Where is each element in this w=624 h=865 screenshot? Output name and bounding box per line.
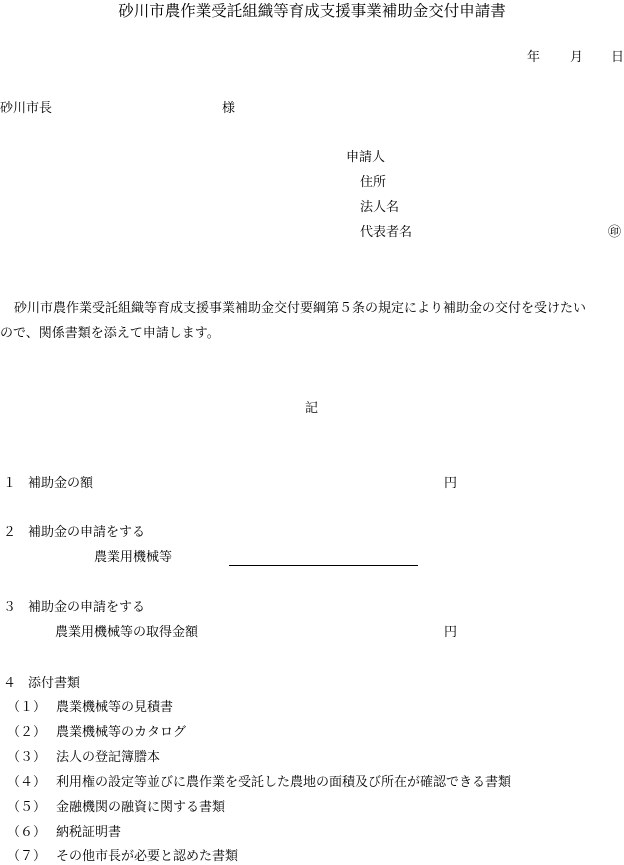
addressee-name: 砂川市長 [0,101,53,116]
attachment-5-number: （５） [7,800,47,815]
item-1-number: １ [3,476,17,491]
attachment-4-text: 利用権の設定等並びに農作業を受託した農地の面積及び所在が確認できる書類 [56,775,512,790]
date-year: 年 [527,50,541,65]
attachment-2-number: （２） [7,725,47,740]
item-4-number: ４ [3,676,17,691]
item-3-number: ３ [3,600,17,615]
item-2-label: 補助金の申請をする [28,525,146,540]
seal-mark: ㊞ [608,225,622,240]
ki-heading: 記 [305,401,319,416]
date-month: 月 [570,50,584,65]
attachment-1-text: 農業機械等の見積書 [56,700,174,715]
attachment-5-text: 金融機関の融資に関する書類 [56,800,226,815]
item-3-label: 補助金の申請をする [28,600,146,615]
applicant-address-label: 住所 [360,175,387,190]
attachment-6-text: 納税証明書 [56,825,122,840]
body-text-line2: ので、関係書類を添えて申請します。 [0,326,220,341]
item-2-sub-label: 農業用機械等 [94,550,173,565]
document-title: 砂川市農作業受託組織等育成支援事業補助金交付申請書 [118,2,506,20]
attachment-3-text: 法人の登記簿謄本 [56,750,161,765]
body-text-line1: 砂川市農作業受託組織等育成支援事業補助金交付要綱第５条の規定により補助金の交付を受けたい [14,301,587,316]
item-1-unit: 円 [444,476,458,491]
addressee-honorific: 様 [222,101,236,116]
applicant-label: 申請人 [346,150,386,165]
attachment-7-number: （７） [7,849,47,864]
attachment-4-number: （４） [7,775,47,790]
item-3-sub-label: 農業用機械等の取得金額 [55,625,199,640]
item-1-label: 補助金の額 [28,476,94,491]
attachment-2-text: 農業機械等のカタログ [56,725,187,740]
attachment-7-text: その他市長が必要と認めた書類 [56,849,239,864]
item-3-unit: 円 [444,625,458,640]
item-2-underline [229,565,418,566]
item-2-number: ２ [3,525,17,540]
date-day: 日 [611,50,624,65]
attachment-6-number: （６） [7,825,47,840]
applicant-corp-label: 法人名 [360,200,400,215]
applicant-rep-label: 代表者名 [360,225,413,240]
attachment-1-number: （１） [7,700,47,715]
item-4-label: 添付書類 [28,676,81,691]
attachment-3-number: （３） [7,750,47,765]
